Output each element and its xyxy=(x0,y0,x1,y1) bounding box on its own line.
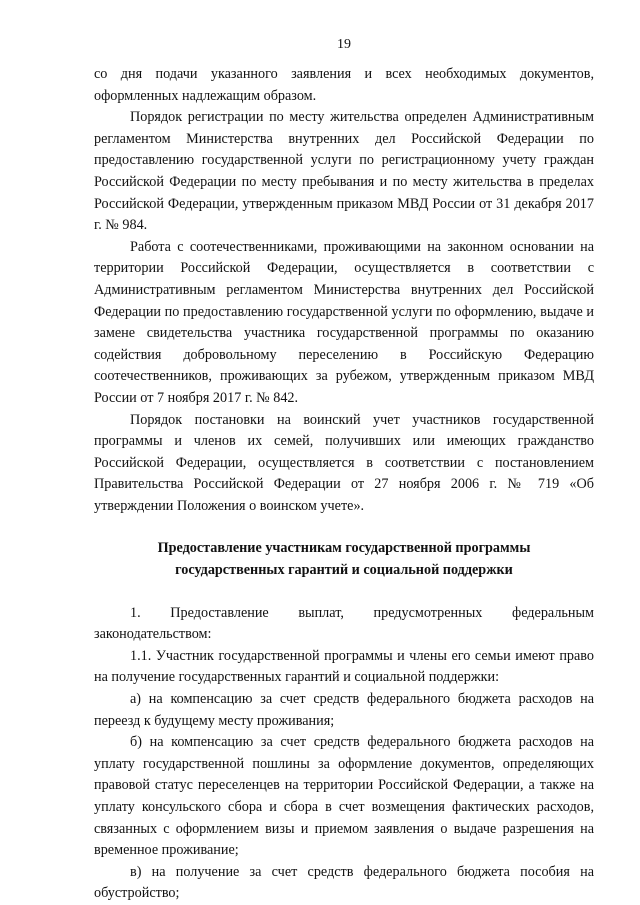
paragraph-military-registration: Порядок постановки на воинский учет участников государственной программы и членов их семей, получивших или имеющих гражданство Российской Федерации, осуществляется в соответствии с постановлением Правительства Российской Федерации от 27 ноября 2006 г. № 719 «Об утверждении Положения о воинском учете». xyxy=(94,411,594,514)
paragraph-continuation: со дня подачи указанного заявления и всех необходимых документов, оформленных надлежащим образом. xyxy=(94,66,594,104)
paragraph-item-v: в) на получение за счет средств федерального бюджета пособия на обустройство; xyxy=(94,863,594,902)
paragraph-compatriots-work: Работа с соотечественниками, проживающими на законном основании на территории Российской Федерации, осуществляется в соответствии с Административным регламентом Министерства внутренних дел Российской Федерации по предоставлению государственной услуги по оформлению, выдаче и замене свидетельства участника государственной программы по оказанию содействия добровольному переселению в Российскую Федерацию соотечественников, проживающих за рубежом, утвержденным приказом МВД России от 7 ноября 2017 г. № 842. xyxy=(94,238,594,406)
section-title-line-1: Предоставление участникам государственной программы xyxy=(157,540,531,557)
document-page xyxy=(94,36,594,905)
paragraph-item-1: 1. Предоставление выплат, предусмотренных федеральным законодательством: xyxy=(94,604,594,643)
page-number: 19 xyxy=(337,37,351,52)
paragraph-item-b: б) на компенсацию за счет средств федерального бюджета расходов на уплату государственной пошлины за оформление документов, определяющих правовой статус переселенцев на территории Российской Федерации, а также на уплату консульского сбора и сбора в счет возмещения фактических расходов, связанных с оформлением визы и приемом заявления о выдаче разрешения на временное проживание; xyxy=(94,734,594,859)
paragraph-registration-order: Порядок регистрации по месту жительства определен Административным регламентом Министерства внутренних дел Российской Федерации по предоставлению государственной услуги по регистрационному учету граждан Российской Федерации по месту пребывания и по месту жительства в пределах Российской Федерации, утвержденным приказом МВД России от 31 декабря 2017 г. № 984. xyxy=(94,109,594,234)
section-title xyxy=(94,538,594,581)
section-title-line-2: государственных гарантий и социальной поддержки xyxy=(175,562,513,579)
paragraph-item-1-1: 1.1. Участник государственной программы и члены его семьи имеют право на получение государственных гарантий и социальной поддержки: xyxy=(94,647,594,686)
paragraph-item-a: а) на компенсацию за счет средств федерального бюджета расходов на переезд к будущему месту проживания; xyxy=(94,691,594,729)
